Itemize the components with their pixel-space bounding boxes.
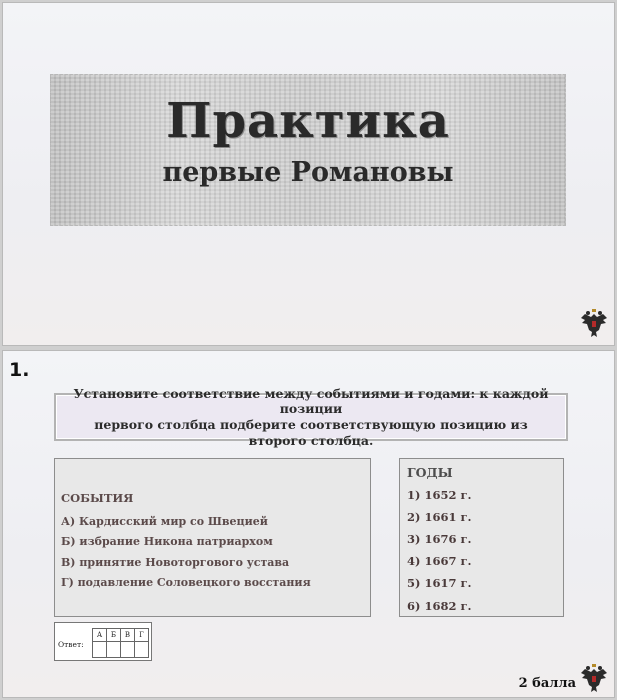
points-label: 2 балла [518, 676, 576, 691]
answer-label: Ответ: [58, 640, 84, 649]
instruction-line-1: Установите соответствие между событиями и годами: к каждой позиции [73, 385, 549, 417]
answer-cell-g[interactable] [135, 642, 149, 658]
events-title: СОБЫТИЯ [61, 491, 134, 505]
years-title: ГОДЫ [407, 465, 453, 480]
answer-header-b: Б [107, 629, 121, 642]
event-item-v: В) принятие Новоторгового устава [61, 556, 290, 569]
task-slide[interactable] [2, 350, 615, 698]
events-column [54, 458, 371, 617]
title-slide[interactable] [2, 2, 615, 346]
answer-cell-a[interactable] [93, 642, 107, 658]
year-item-1: 1) 1652 г. [407, 488, 472, 502]
answer-box [54, 622, 152, 661]
answer-cell-v[interactable] [121, 642, 135, 658]
task-number: 1. [9, 359, 30, 381]
title-banner [50, 74, 566, 226]
double-headed-eagle-icon [579, 308, 609, 340]
answer-grid [92, 628, 149, 658]
year-item-5: 5) 1617 г. [407, 576, 472, 590]
years-column [399, 458, 564, 617]
year-item-6: 6) 1682 г. [407, 599, 472, 613]
year-item-3: 3) 1676 г. [407, 532, 472, 546]
event-item-a: А) Кардисский мир со Швецией [61, 515, 268, 528]
year-item-2: 2) 1661 г. [407, 510, 472, 524]
answer-header-v: В [121, 629, 135, 642]
answer-header-a: А [93, 629, 107, 642]
answer-header-g: Г [135, 629, 149, 642]
double-headed-eagle-icon [579, 663, 609, 695]
instruction-box [54, 385, 568, 448]
slide-subtitle: первые Романовы [162, 157, 454, 188]
instruction-line-2: первого столбца подберите соответствующую позицию из второго столбца. [94, 417, 528, 448]
event-item-g: Г) подавление Соловецкого восстания [61, 576, 311, 589]
event-item-b: Б) избрание Никона патриархом [61, 535, 273, 548]
year-item-4: 4) 1667 г. [407, 554, 472, 568]
answer-cell-b[interactable] [107, 642, 121, 658]
slide-title: Практика [166, 93, 450, 149]
